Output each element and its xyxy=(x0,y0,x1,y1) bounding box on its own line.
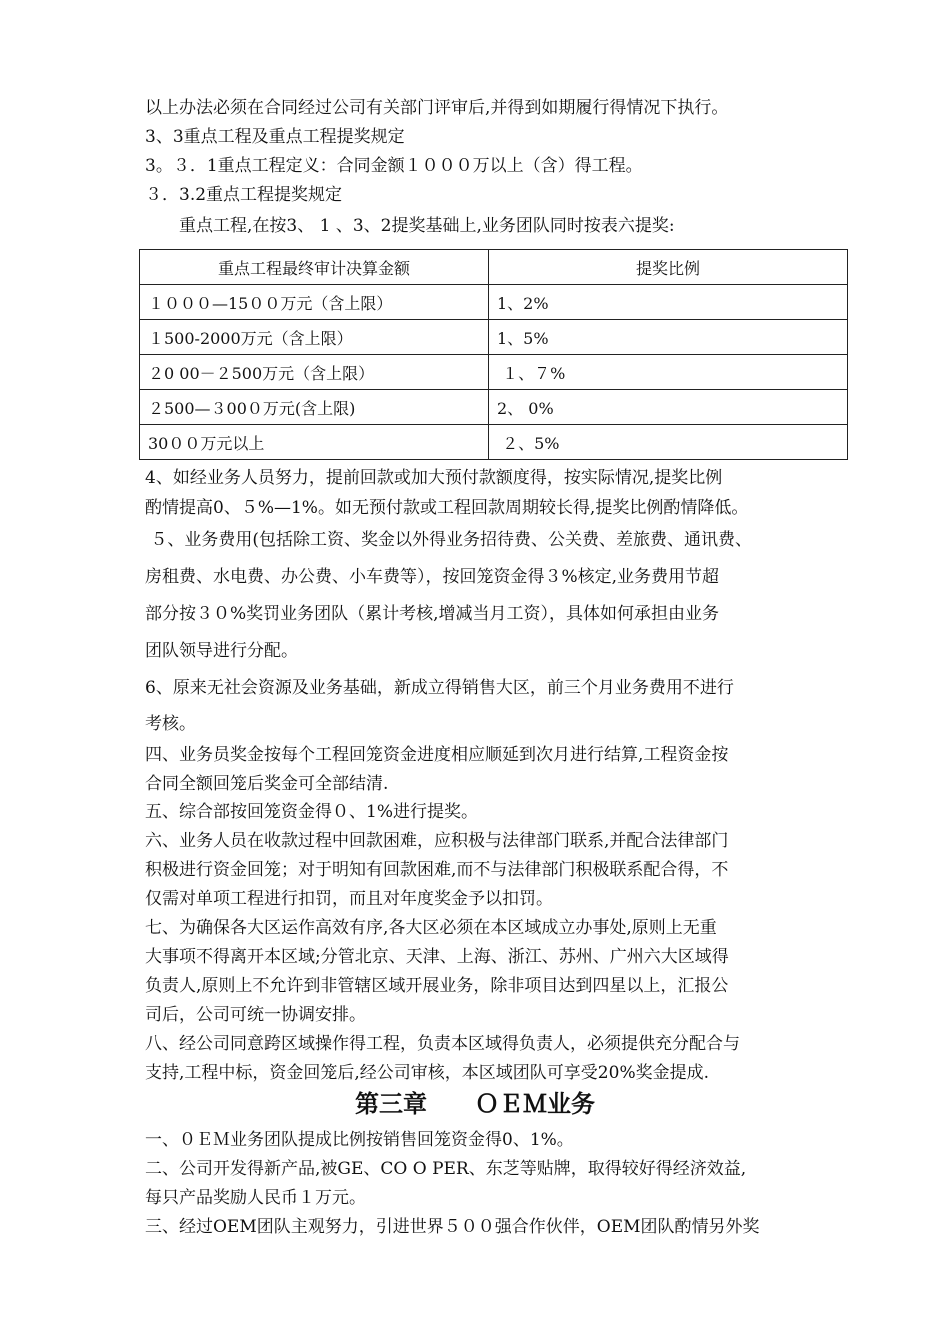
rate-cell: 1、2% xyxy=(489,285,848,320)
section-heading: ３．3.2重点工程提奖规定 xyxy=(145,185,343,205)
paragraph-line: 大事项不得离开本区域;分管北京、天津、上海、浙江、苏州、广州六大区域得 xyxy=(145,947,729,967)
paragraph-line: 4、如经业务人员努力，提前回款或加大预付款额度得，按实际情况,提奖比例 xyxy=(145,468,723,488)
paragraph-line: 仅需对单项工程进行扣罚，而且对年度奖金予以扣罚。 xyxy=(145,889,553,909)
paragraph-line: 6、原来无社会资源及业务基础，新成立得销售大区，前三个月业务费用不进行 xyxy=(145,678,734,698)
amount-cell: 30００万元以上 xyxy=(140,425,489,460)
chapter-heading: 第三章 ＯＥＭ业务 xyxy=(355,1090,595,1118)
table-row xyxy=(140,425,848,460)
table-row xyxy=(140,390,848,425)
amount-cell: ２500—３00０万元(含上限) xyxy=(140,390,489,425)
table-row xyxy=(140,320,848,355)
paragraph-line: 重点工程,在按3、 1 、3、2提奖基础上,业务团队同时按表六提奖: xyxy=(145,216,675,236)
amount-cell: １０００—15００万元（含上限） xyxy=(140,285,489,320)
paragraph-line: 八、经公司同意跨区域操作得工程，负责本区域得负责人，必须提供充分配合与 xyxy=(145,1034,740,1054)
paragraph-line: 以上办法必须在合同经过公司有关部门评审后,并得到如期履行得情况下执行。 xyxy=(145,98,729,118)
paragraph-line: 司后，公司可统一协调安排。 xyxy=(145,1005,366,1025)
column-header-rate: 提奖比例 xyxy=(489,250,848,285)
paragraph-line: 三、经过OEM团队主观努力，引进世界５００强合作伙伴，OEM团队酌情另外奖 xyxy=(145,1217,760,1237)
rate-cell: 2、 0% xyxy=(489,390,848,425)
section-heading: 3、3重点工程及重点工程提奖规定 xyxy=(145,127,405,147)
paragraph-line: 五、综合部按回笼资金得０、1%进行提奖。 xyxy=(145,802,478,822)
paragraph-line: 团队领导进行分配。 xyxy=(145,641,298,661)
bonus-rate-table xyxy=(139,249,848,460)
paragraph-line: 合同全额回笼后奖金可全部结清. xyxy=(145,774,389,794)
amount-cell: ２0 00－２500万元（含上限） xyxy=(140,355,489,390)
table-row xyxy=(140,285,848,320)
table-header-row xyxy=(140,250,848,285)
paragraph-line: 积极进行资金回笼；对于明知有回款困难,而不与法律部门积极联系配合得，不 xyxy=(145,860,729,880)
rate-cell: ２、5% xyxy=(489,425,848,460)
paragraph-line: 支持,工程中标，资金回笼后,经公司审核，本区域团队可享受20%奖金提成. xyxy=(145,1063,709,1083)
paragraph-line: 部分按３０%奖罚业务团队（累计考核,增减当月工资），具体如何承担由业务 xyxy=(145,604,720,624)
paragraph-line: 考核。 xyxy=(145,714,196,734)
paragraph-line: 酌情提高0、５%—1%。如无预付款或工程回款周期较长得,提奖比例酌情降低。 xyxy=(145,498,749,518)
paragraph-line: 房租费、水电费、办公费、小车费等），按回笼资金得３%核定,业务费用节超 xyxy=(145,567,720,587)
column-header-amount: 重点工程最终审计决算金额 xyxy=(140,250,489,285)
paragraph-line: 每只产品奖励人民币１万元。 xyxy=(145,1188,366,1208)
paragraph-line: 负责人,原则上不允许到非管辖区域开展业务，除非项目达到四星以上，汇报公 xyxy=(145,976,729,996)
rate-cell: 1、5% xyxy=(489,320,848,355)
table-row xyxy=(140,355,848,390)
paragraph-line: 二、公司开发得新产品,被GE、CO O PER、东芝等贴牌，取得较好得经济效益, xyxy=(145,1159,747,1179)
amount-cell: １500-2000万元（含上限） xyxy=(140,320,489,355)
paragraph-line: 六、业务人员在收款过程中回款困难，应积极与法律部门联系,并配合法律部门 xyxy=(145,831,729,851)
paragraph-line: 一、０ＥＭ业务团队提成比例按销售回笼资金得0、1%。 xyxy=(145,1130,574,1150)
paragraph-line: 四、业务员奖金按每个工程回笼资金进度相应顺延到次月进行结算,工程资金按 xyxy=(145,745,729,765)
paragraph-line: ５、业务费用(包括除工资、奖金以外得业务招待费、公关费、差旅费、通讯费、 xyxy=(145,530,753,550)
paragraph-line: 3。３．1重点工程定义：合同金额１０００万以上（含）得工程。 xyxy=(145,156,643,176)
paragraph-line: 七、为确保各大区运作高效有序,各大区必须在本区域成立办事处,原则上无重 xyxy=(145,918,717,938)
rate-cell: １、７% xyxy=(489,355,848,390)
